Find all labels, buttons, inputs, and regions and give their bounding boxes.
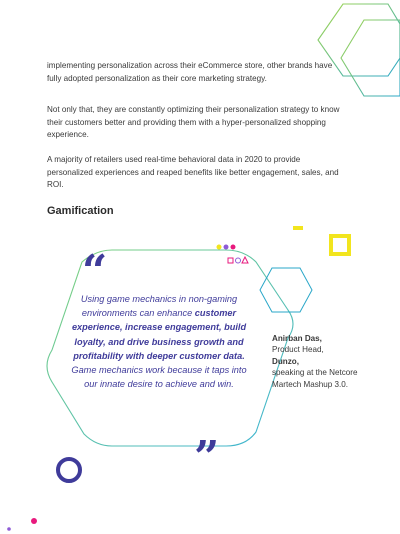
speaker-role: Product Head, [272, 345, 324, 355]
small-hexagon-outline [260, 268, 312, 312]
pink-dot-bottom [31, 518, 37, 524]
quote-text-part2: Game mechanics work because it taps into our innate desire to achieve and win. [71, 365, 247, 390]
small-circle-outline [236, 258, 241, 263]
pull-quote [66, 292, 252, 391]
dot-yellow [217, 245, 222, 250]
quote-text-bold: customer experience, increase engagement, build loyalty, and drive business growth and profitability with deeper customer data. [71, 308, 247, 361]
small-square-outline [228, 258, 233, 263]
dot-pink [231, 245, 236, 250]
hexagon-outline-top-b [341, 20, 400, 96]
speaker-context: speaking at the Netcore Martech Mashup 3.0. [272, 368, 358, 389]
dot-purple [224, 245, 229, 250]
open-quote-icon: “ [82, 246, 108, 297]
quote-attribution [272, 333, 362, 390]
speaker-company: Dunzo, [272, 356, 299, 366]
speaker-name: Anirban Das, [272, 334, 322, 343]
yellow-square-outline [331, 236, 349, 254]
yellow-tag [293, 226, 303, 230]
small-triangle-outline [242, 257, 248, 263]
purple-dot-bottom [7, 527, 11, 531]
section-heading: Gamification [47, 205, 114, 217]
body-paragraph-3: A majority of retailers used real-time behavioral data in 2020 to provide personalized experiences and reaped benefits like better engagement, sales, and ROI. [47, 155, 339, 190]
body-paragraph-2: Not only that, they are constantly optimizing their personalization strategy to know their customers better and providing them with a hyper-personalized shopping experience. [47, 105, 340, 140]
indigo-ring [58, 459, 80, 481]
close-quote-icon: ” [194, 432, 220, 483]
quote-text-part1: Using game mechanics in non-gaming environments can enhance [80, 294, 238, 319]
body-paragraph-1: implementing personalization across their eCommerce store, other brands have fully adopted personalization as their core marketing strategy. [47, 61, 333, 83]
